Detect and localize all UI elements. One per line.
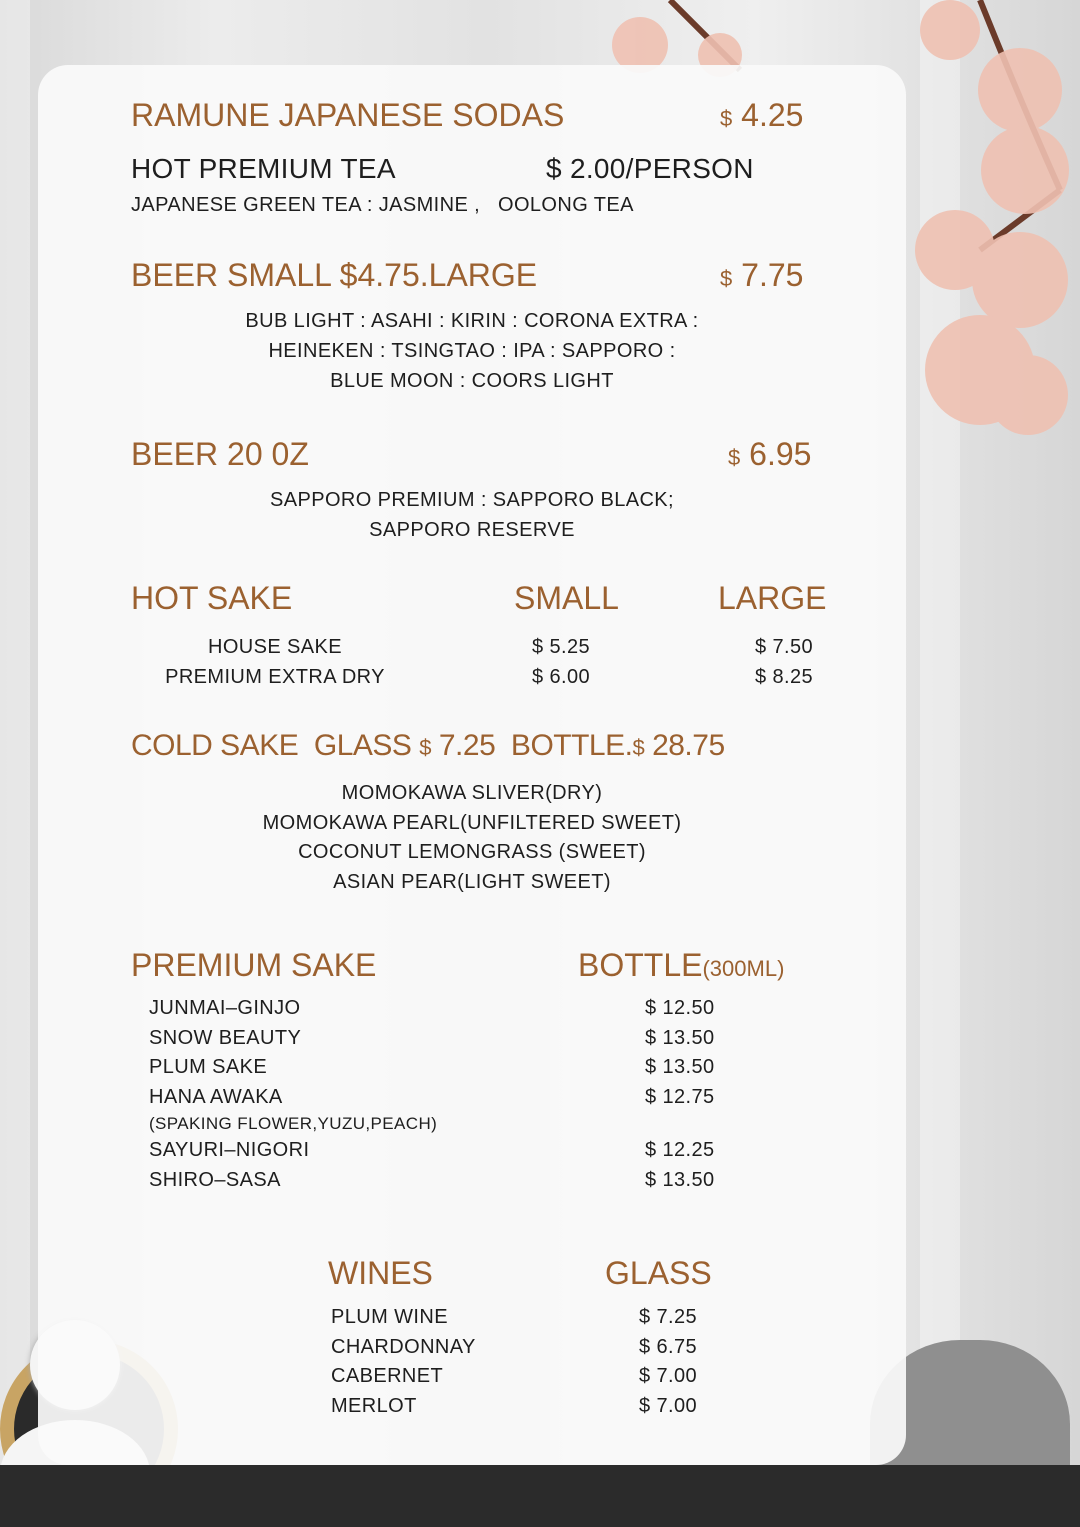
beer20-price <box>728 438 811 470</box>
hot-sake-col-large: LARGE <box>718 580 827 616</box>
beer-list-line: BUB LIGHT : ASAHI : KIRIN : CORONA EXTRA : <box>245 310 699 332</box>
premium-sake-item-note: (SPAKING FLOWER,YUZU,PEACH) <box>149 1114 438 1133</box>
bottle-size-note: (300ML) <box>702 956 785 981</box>
beer20-list-line: SAPPORO RESERVE <box>369 519 575 541</box>
cold-sake-bottle-price: 28.75 <box>652 729 725 762</box>
premium-sake-item-name: SHIRO–SASA <box>149 1169 281 1191</box>
premium-sake-item-price: $ 12.25 <box>645 1139 715 1161</box>
beer20-list-line: SAPPORO PREMIUM : SAPPORO BLACK; <box>269 489 675 511</box>
currency-symbol: $ <box>728 445 741 470</box>
ramune-title: RAMUNE JAPANESE SODAS <box>131 97 565 133</box>
price-value: 7.75 <box>741 257 804 293</box>
beer-list-line: HEINEKEN : TSINGTAO : IPA : SAPPORO : <box>268 340 676 362</box>
bottle-label: BOTTLE <box>578 947 703 983</box>
wine-item-price: $ 7.25 <box>639 1306 698 1328</box>
premium-sake-item-price: $ 13.50 <box>645 1056 715 1078</box>
currency-symbol: $ <box>720 106 733 131</box>
currency-symbol: $ <box>720 266 733 291</box>
cold-sake-list-line: MOMOKAWA PEARL(UNFILTERED SWEET) <box>262 812 682 834</box>
premium-sake-item-name: PLUM SAKE <box>149 1056 268 1078</box>
hot-sake-title: HOT SAKE <box>131 580 293 616</box>
cold-sake-bottle-label: BOTTLE. <box>495 729 633 762</box>
premium-sake-title: PREMIUM SAKE <box>131 947 377 983</box>
premium-sake-item-price: $ 12.50 <box>645 997 715 1019</box>
wine-item-price: $ 7.00 <box>639 1395 698 1417</box>
hot-sake-item-large: $ 8.25 <box>755 666 814 688</box>
wine-item-price: $ 6.75 <box>639 1336 698 1358</box>
premium-sake-item-name: SAYURI–NIGORI <box>149 1139 310 1161</box>
ramune-price <box>720 99 803 131</box>
footer-band <box>0 1465 1080 1527</box>
wine-item-name: CABERNET <box>331 1365 444 1387</box>
premium-sake-item-name: SNOW BEAUTY <box>149 1027 302 1049</box>
tea-title: HOT PREMIUM TEA <box>131 153 396 184</box>
price-value: 6.95 <box>749 436 812 472</box>
cold-sake-glass-label: COLD SAKE GLASS <box>131 729 420 762</box>
wine-item-name: PLUM WINE <box>331 1306 448 1328</box>
cold-sake-list-line: COCONUT LEMONGRASS (SWEET) <box>298 841 646 863</box>
premium-sake-item-price: $ 13.50 <box>645 1027 715 1049</box>
cold-sake-glass-price: 7.25 <box>438 729 496 762</box>
currency-symbol: $ <box>419 735 432 760</box>
beer20-title: BEER 20 0Z <box>131 436 309 472</box>
premium-sake-item-name: JUNMAI–GINJO <box>149 997 301 1019</box>
beer-price <box>720 259 803 291</box>
price-value: 4.25 <box>741 97 804 133</box>
wines-title: WINES <box>328 1255 433 1291</box>
cold-sake-list-line: MOMOKAWA SLIVER(DRY) <box>341 782 603 804</box>
beer-title: BEER SMALL $4.75.LARGE <box>131 257 538 293</box>
premium-sake-col <box>578 949 784 981</box>
currency-symbol: $ <box>632 735 645 760</box>
hot-sake-item-large: $ 7.50 <box>755 636 814 658</box>
hot-sake-item-small: $ 6.00 <box>532 666 591 688</box>
wine-item-price: $ 7.00 <box>639 1365 698 1387</box>
cold-sake-list-line: ASIAN PEAR(LIGHT SWEET) <box>333 871 611 893</box>
premium-sake-item-price: $ 13.50 <box>645 1169 715 1191</box>
premium-sake-item-price: $ 12.75 <box>645 1086 715 1108</box>
hot-sake-item-small: $ 5.25 <box>532 636 591 658</box>
hot-sake-item-name: HOUSE SAKE <box>207 636 343 658</box>
wines-col: GLASS <box>605 1255 712 1291</box>
tea-description: JAPANESE GREEN TEA : JASMINE , OOLONG TEA <box>131 194 634 216</box>
tea-price: $ 2.00/PERSON <box>546 153 754 184</box>
wine-item-name: MERLOT <box>331 1395 417 1417</box>
hot-sake-col-small: SMALL <box>514 580 619 616</box>
background-texture <box>0 0 30 1527</box>
wine-item-name: CHARDONNAY <box>331 1336 476 1358</box>
cold-sake-title <box>131 731 725 761</box>
premium-sake-item-name: HANA AWAKA <box>149 1086 283 1108</box>
hot-sake-item-name: PREMIUM EXTRA DRY <box>165 666 385 688</box>
beer-list-line: BLUE MOON : COORS LIGHT <box>330 370 614 392</box>
